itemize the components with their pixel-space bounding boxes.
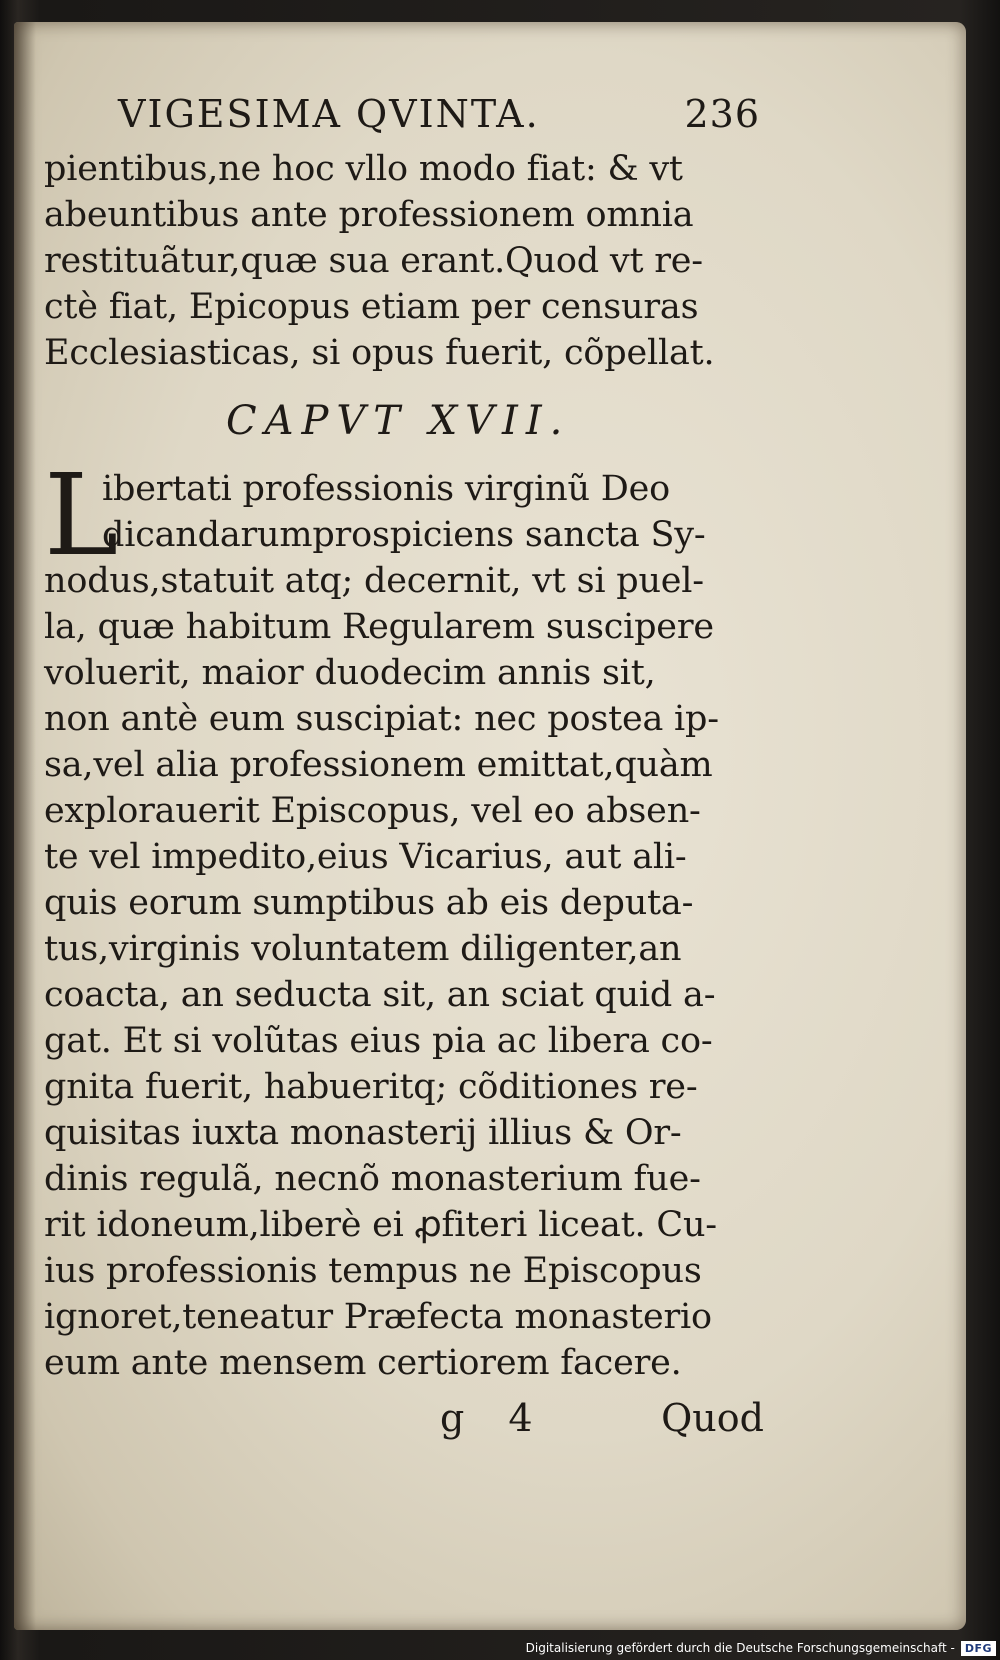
text-line: quis eorum sumptibus ab eis deputa- xyxy=(44,883,694,923)
text-line: nodus,statuit atq; decernit, vt si puel- xyxy=(44,561,704,601)
text-line: la, quæ habitum Regularem suscipere xyxy=(44,607,714,647)
text-line: dinis regulã, necnõ monasterium fue- xyxy=(44,1159,701,1199)
text-line: non antè eum suscipiat: nec postea ip- xyxy=(44,699,719,739)
text-line: sa,vel alia professionem emittat,quàm xyxy=(44,745,713,785)
dfg-logo: DFG xyxy=(961,1641,996,1656)
funding-credit: Digitalisierung gefördert durch die Deutsche Forschungsgemeinschaft - xyxy=(525,1641,955,1655)
initial-letter: L xyxy=(44,451,119,581)
text-line: tus,virginis voluntatem diligenter,an xyxy=(44,929,682,969)
text-line: abeuntibus ante professionem omnia xyxy=(44,195,694,235)
text-line: gnita fuerit, habueritq; cõditiones re- xyxy=(44,1067,698,1107)
text-line: rit idoneum,liberè ei ꝓfiteri liceat. Cu- xyxy=(44,1205,717,1245)
text-line: explorauerit Episcopus, vel eo absen- xyxy=(44,791,701,831)
text-line: gat. Et si volũtas eius pia ac libera co- xyxy=(44,1021,713,1061)
text-line: coacta, an seducta sit, an sciat quid a- xyxy=(44,975,716,1015)
text-line: pientibus,ne hoc vllo modo fiat: & vt xyxy=(44,149,683,189)
opening-paragraph xyxy=(44,146,764,376)
page-foot xyxy=(44,1390,764,1446)
chapter-paragraph xyxy=(44,451,764,1386)
running-head xyxy=(44,82,764,146)
text-line: te vel impedito,eius Vicarius, aut ali- xyxy=(44,837,687,877)
text-line: quisitas iuxta monasterij illius & Or- xyxy=(44,1113,682,1153)
text-block xyxy=(44,82,764,1446)
text-line: Ecclesiasticas, si opus fuerit, cõpellat. xyxy=(44,333,715,373)
text-line: ius professionis tempus ne Episcopus xyxy=(44,1251,702,1291)
digitization-footer xyxy=(526,1636,996,1660)
text-line: restituãtur,quæ sua erant.Quod vt re- xyxy=(44,241,703,281)
text-line: dicandarumprospiciens sancta Sy- xyxy=(102,515,706,555)
text-line: ibertati professionis virginũ Deo xyxy=(102,469,670,509)
running-head-title: VIGESIMA QVINTA. xyxy=(118,92,540,136)
chapter-heading: CAPVT XVII. xyxy=(226,398,571,444)
text-line: ctè fiat, Epicopus etiam per censuras xyxy=(44,287,699,327)
text-line: eum ante mensem certiorem facere. xyxy=(44,1343,682,1383)
text-line: ignoret,teneatur Præfecta monasterio xyxy=(44,1297,712,1337)
folio-number: 236 xyxy=(684,92,760,136)
catchword: Quod xyxy=(661,1396,764,1440)
page-gutter-shadow xyxy=(14,22,36,1630)
text-line: voluerit, maior duodecim annis sit, xyxy=(44,653,656,693)
signature-mark: g 4 xyxy=(440,1396,549,1440)
